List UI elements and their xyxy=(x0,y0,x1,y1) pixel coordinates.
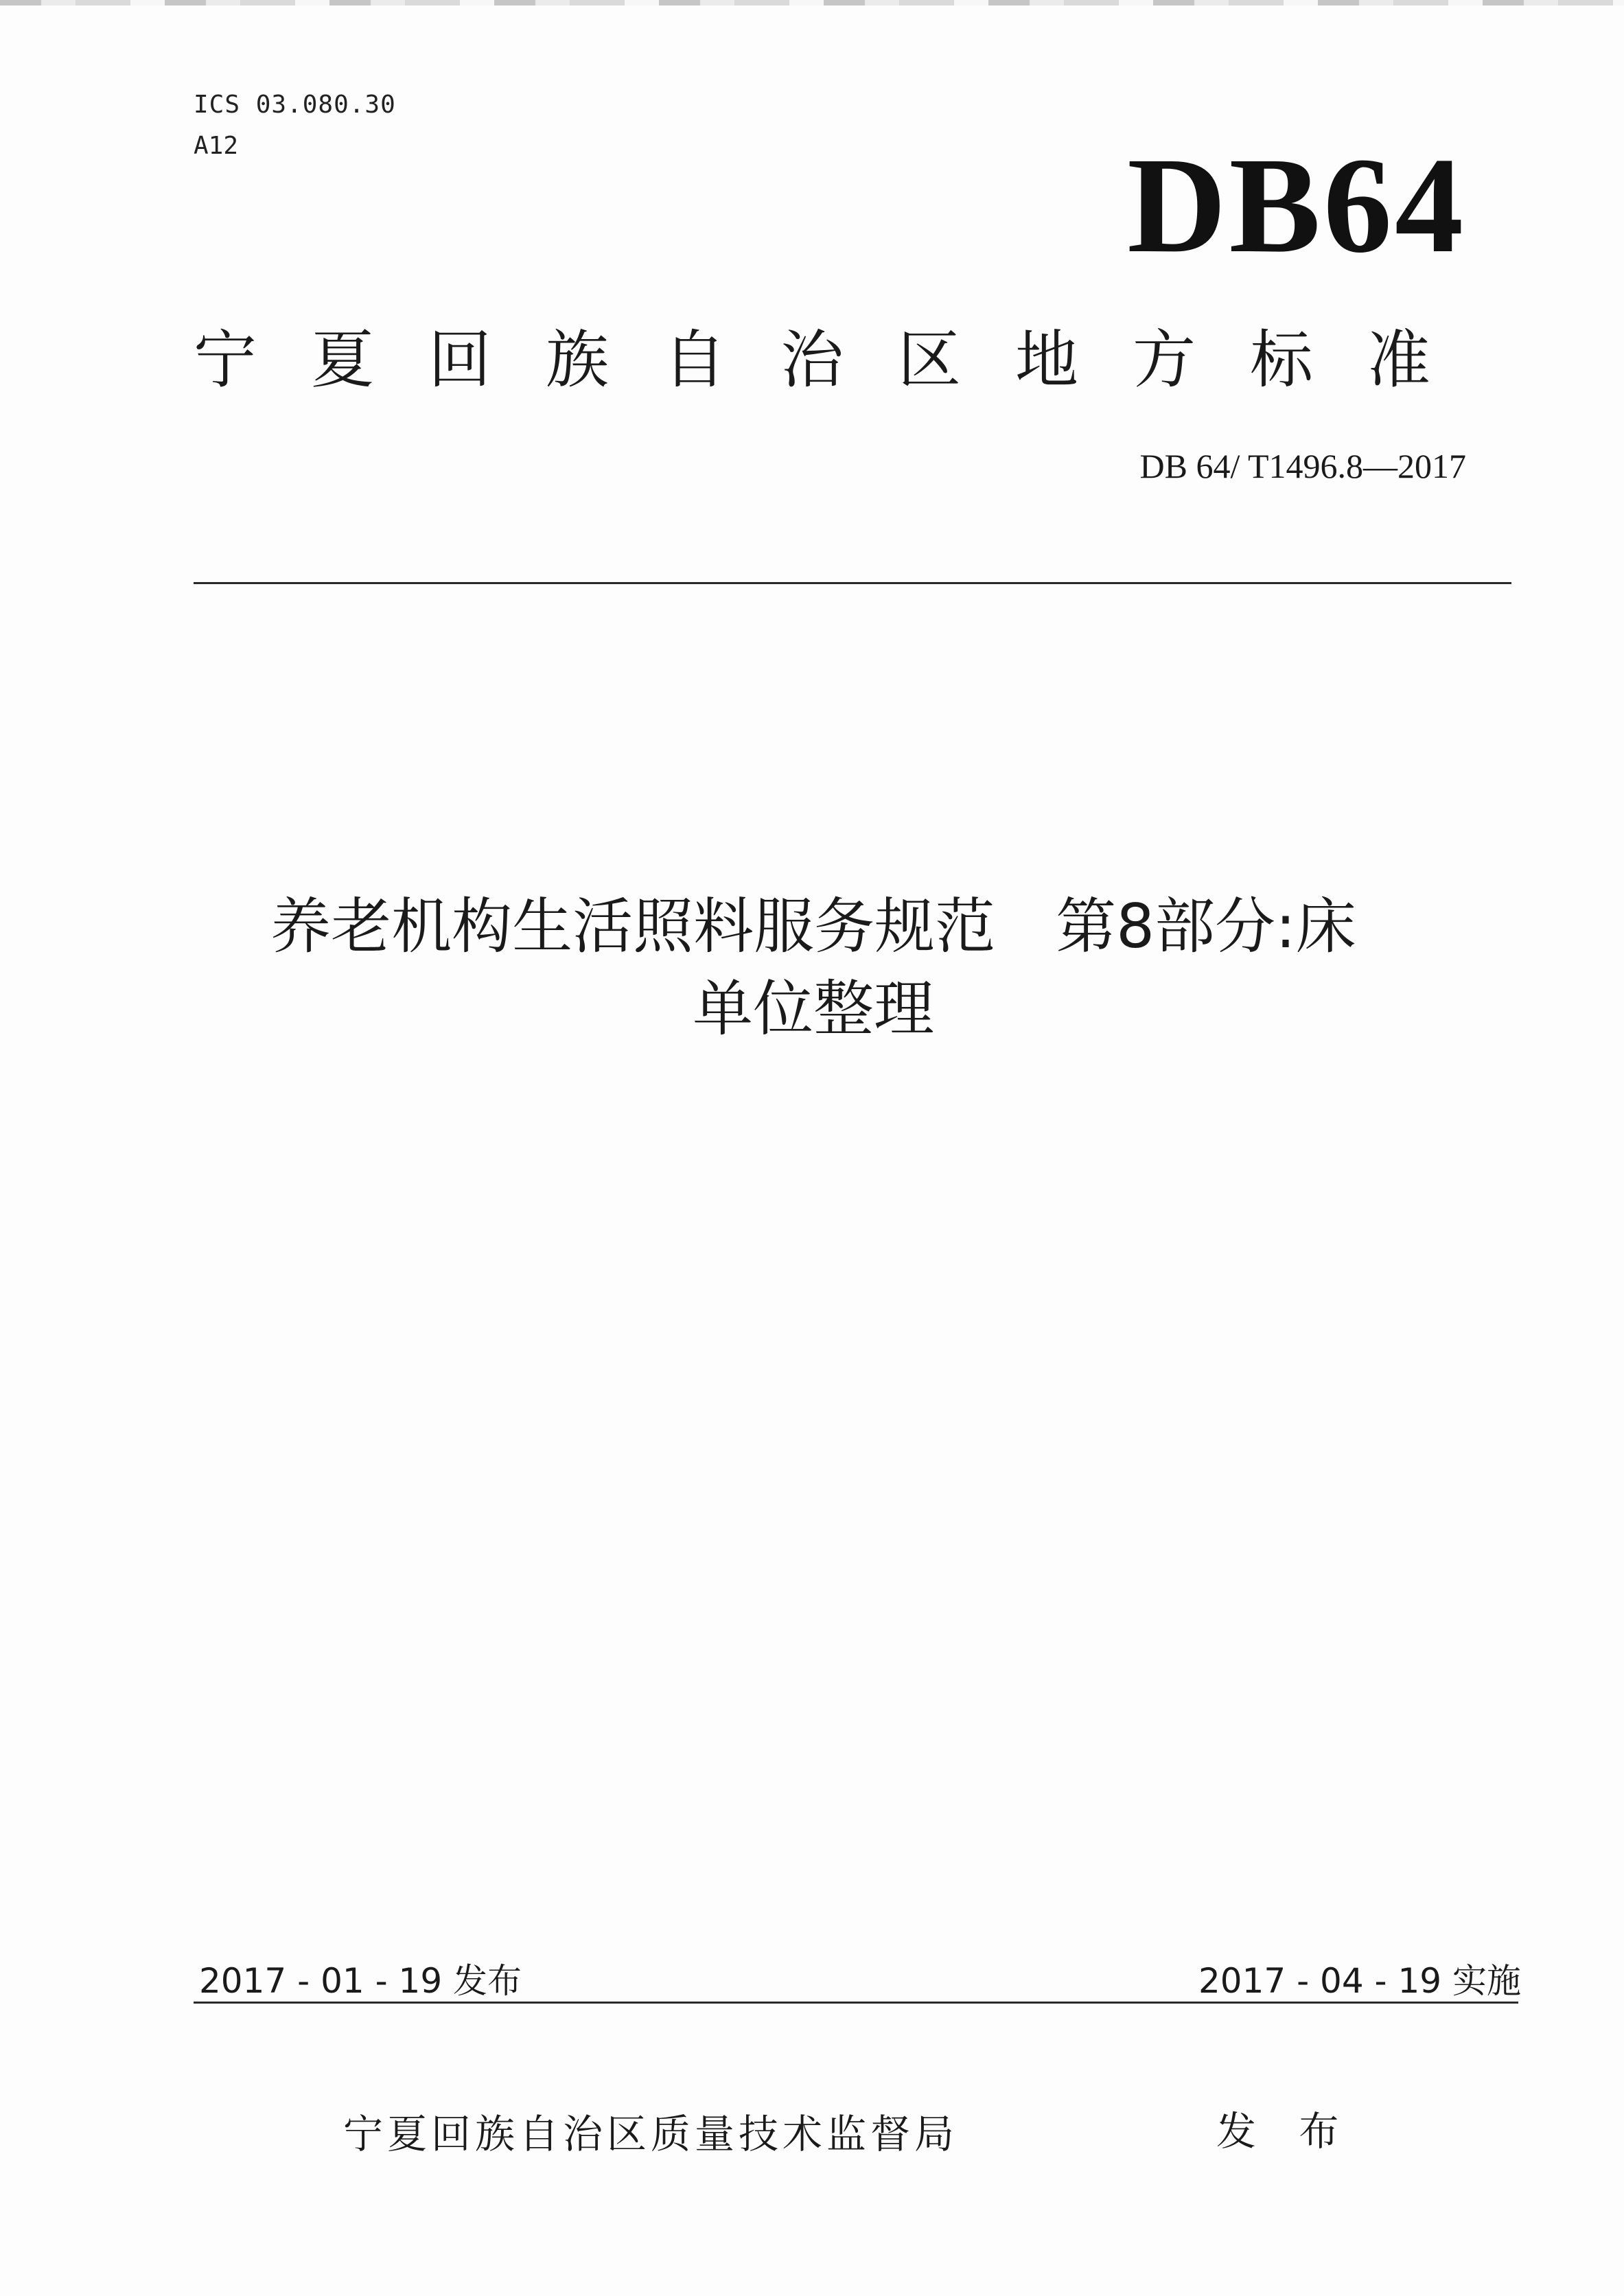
issuing-authority: 宁夏回族自治区质量技术监督局 xyxy=(343,2111,959,2157)
top-divider xyxy=(194,582,1511,584)
publish-label: 发 布 xyxy=(1216,2108,1354,2155)
title-line-2: 单位整理 xyxy=(692,973,934,1044)
standard-number: DB 64/ T1496.8—2017 xyxy=(1139,447,1466,485)
ccs-code: A12 xyxy=(194,132,239,160)
db64-logo: DB64 xyxy=(1127,130,1466,281)
bottom-divider xyxy=(194,2002,1518,2004)
scan-edge-artifact xyxy=(0,0,1624,5)
implementation-date: 2017 - 04 - 19 实施 xyxy=(1198,1961,1521,2001)
standard-type-heading: 宁夏回族自治区地方标准 xyxy=(194,323,1485,397)
title-line-1: 养老机构生活照料服务规范 第8部分:床 xyxy=(270,891,1356,962)
ics-code: ICS 03.080.30 xyxy=(194,91,396,119)
issue-date: 2017 - 01 - 19 发布 xyxy=(199,1961,522,2001)
document-title xyxy=(137,885,1489,1050)
